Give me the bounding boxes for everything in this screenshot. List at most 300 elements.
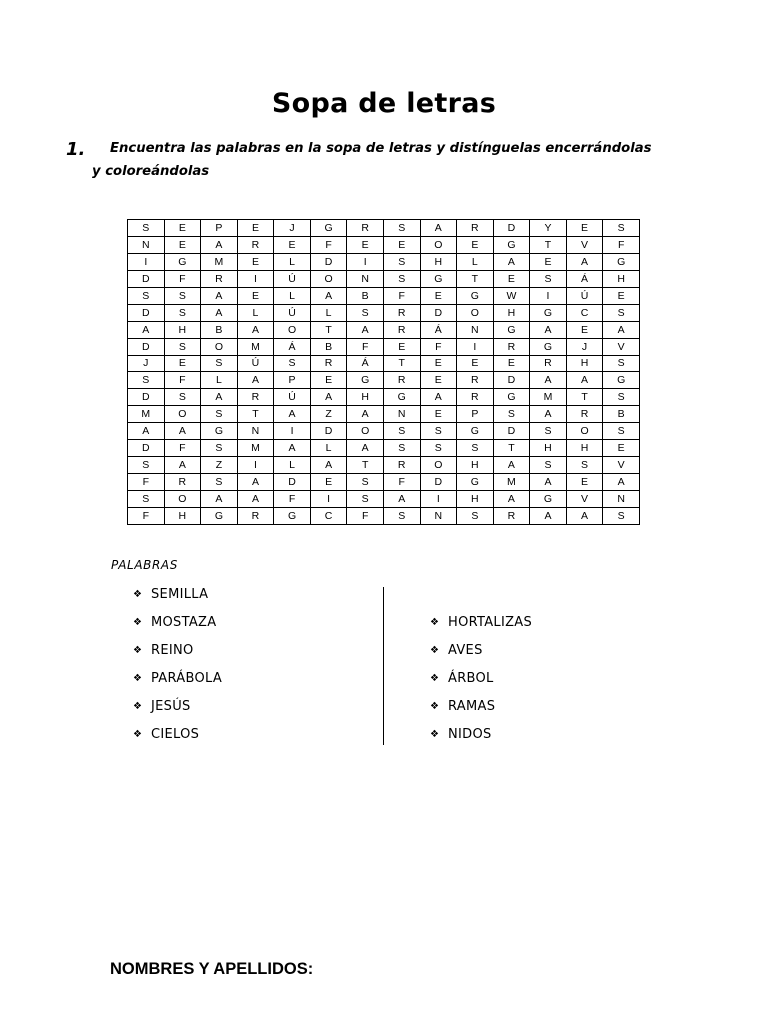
grid-cell[interactable]: R — [530, 355, 567, 372]
grid-cell[interactable]: S — [383, 253, 420, 270]
grid-cell[interactable]: S — [201, 406, 238, 423]
diamond-bullet-icon: ❖ — [133, 645, 143, 656]
diamond-bullet-icon: ❖ — [133, 617, 143, 628]
grid-cell[interactable]: I — [420, 491, 457, 508]
grid-cell[interactable]: S — [164, 287, 201, 304]
grid-cell[interactable]: E — [493, 355, 530, 372]
grid-cell[interactable]: I — [237, 457, 274, 474]
grid-cell[interactable]: G — [274, 507, 311, 524]
grid-cell[interactable]: E — [493, 270, 530, 287]
grid-cell[interactable]: A — [493, 457, 530, 474]
grid-cell[interactable]: F — [310, 236, 347, 253]
grid-cell[interactable]: V — [566, 491, 603, 508]
grid-cell[interactable]: A — [237, 372, 274, 389]
grid-cell[interactable]: D — [310, 253, 347, 270]
grid-row — [128, 474, 640, 491]
grid-cell[interactable]: M — [201, 253, 238, 270]
word-item — [430, 698, 532, 726]
grid-cell[interactable]: J — [128, 355, 165, 372]
grid-cell[interactable]: A — [274, 406, 311, 423]
grid-cell[interactable]: F — [383, 474, 420, 491]
diamond-bullet-icon: ❖ — [133, 673, 143, 684]
grid-cell[interactable]: S — [201, 440, 238, 457]
grid-cell[interactable]: D — [128, 338, 165, 355]
grid-cell[interactable]: L — [310, 440, 347, 457]
grid-cell[interactable]: O — [274, 321, 311, 338]
word-search-grid — [127, 219, 640, 525]
grid-cell[interactable]: A — [347, 406, 384, 423]
grid-cell[interactable]: A — [347, 440, 384, 457]
grid-cell[interactable]: I — [310, 491, 347, 508]
grid-cell[interactable]: D — [493, 423, 530, 440]
grid-cell[interactable]: T — [566, 389, 603, 406]
grid-cell[interactable]: E — [347, 236, 384, 253]
grid-cell[interactable]: E — [164, 220, 201, 237]
grid-row — [128, 507, 640, 524]
instruction-line-1: Encuentra las palabras en la sopa de letras y distínguelas encerrándolas — [110, 141, 652, 156]
word-label: JESÚS — [151, 699, 191, 714]
grid-cell[interactable]: R — [493, 507, 530, 524]
grid-cell[interactable]: Ú — [274, 270, 311, 287]
grid-cell[interactable]: S — [164, 389, 201, 406]
grid-row — [128, 321, 640, 338]
grid-cell[interactable]: E — [237, 253, 274, 270]
grid-cell[interactable]: O — [457, 304, 494, 321]
grid-cell[interactable]: A — [383, 491, 420, 508]
grid-cell[interactable]: D — [420, 474, 457, 491]
grid-cell[interactable]: T — [347, 457, 384, 474]
grid-cell[interactable]: A — [493, 253, 530, 270]
grid-cell[interactable]: S — [530, 457, 567, 474]
word-item — [430, 614, 532, 642]
grid-cell[interactable]: H — [420, 253, 457, 270]
grid-cell[interactable]: S — [128, 220, 165, 237]
grid-cell[interactable]: A — [566, 372, 603, 389]
grid-cell[interactable]: Ú — [274, 304, 311, 321]
grid-cell[interactable]: E — [457, 355, 494, 372]
grid-cell[interactable]: O — [566, 423, 603, 440]
grid-cell[interactable]: S — [164, 338, 201, 355]
grid-cell[interactable]: S — [347, 304, 384, 321]
grid-cell[interactable]: M — [237, 338, 274, 355]
grid-cell[interactable]: Á — [566, 270, 603, 287]
grid-cell[interactable]: P — [201, 220, 238, 237]
grid-cell[interactable]: R — [457, 372, 494, 389]
grid-cell[interactable]: E — [310, 474, 347, 491]
grid-cell[interactable]: H — [566, 355, 603, 372]
word-item — [430, 670, 532, 698]
grid-cell[interactable]: S — [420, 423, 457, 440]
grid-cell[interactable]: N — [420, 507, 457, 524]
grid-cell[interactable]: S — [383, 423, 420, 440]
grid-cell[interactable]: T — [237, 406, 274, 423]
grid-cell[interactable]: Ú — [237, 355, 274, 372]
word-item — [133, 726, 222, 754]
grid-cell[interactable]: H — [530, 440, 567, 457]
grid-cell[interactable]: A — [274, 440, 311, 457]
word-label: PARÁBOLA — [151, 671, 223, 686]
grid-cell[interactable]: E — [237, 220, 274, 237]
grid-cell[interactable]: M — [237, 440, 274, 457]
word-item — [133, 614, 222, 642]
grid-cell[interactable]: L — [310, 304, 347, 321]
grid-cell[interactable]: G — [457, 287, 494, 304]
diamond-bullet-icon: ❖ — [133, 701, 143, 712]
grid-cell[interactable]: Ú — [566, 287, 603, 304]
grid-cell[interactable]: A — [530, 507, 567, 524]
grid-cell[interactable]: C — [566, 304, 603, 321]
grid-cell[interactable]: F — [164, 440, 201, 457]
grid-cell[interactable]: R — [310, 355, 347, 372]
grid-cell[interactable]: A — [128, 321, 165, 338]
grid-cell[interactable]: S — [128, 287, 165, 304]
grid-cell[interactable]: D — [128, 440, 165, 457]
grid-cell[interactable]: Z — [201, 457, 238, 474]
grid-cell[interactable]: Á — [274, 338, 311, 355]
grid-cell[interactable]: S — [201, 474, 238, 491]
grid-cell[interactable]: G — [493, 389, 530, 406]
grid-cell[interactable]: N — [237, 423, 274, 440]
grid-cell[interactable]: R — [383, 304, 420, 321]
grid-row — [128, 491, 640, 508]
grid-cell[interactable]: N — [457, 321, 494, 338]
grid-cell[interactable]: A — [420, 389, 457, 406]
grid-cell[interactable]: E — [164, 355, 201, 372]
grid-cell[interactable]: S — [530, 423, 567, 440]
grid-cell[interactable]: M — [530, 389, 567, 406]
grid-cell[interactable]: D — [493, 372, 530, 389]
grid-cell[interactable]: F — [603, 236, 640, 253]
grid-row — [128, 423, 640, 440]
grid-cell[interactable]: D — [420, 304, 457, 321]
grid-cell[interactable]: A — [201, 287, 238, 304]
word-item — [430, 642, 532, 670]
grid-cell[interactable]: R — [347, 220, 384, 237]
grid-cell[interactable]: N — [347, 270, 384, 287]
grid-cell[interactable]: S — [603, 507, 640, 524]
grid-cell[interactable]: R — [201, 270, 238, 287]
grid-cell[interactable]: S — [128, 457, 165, 474]
grid-cell[interactable]: A — [201, 389, 238, 406]
grid-cell[interactable]: A — [237, 321, 274, 338]
grid-cell[interactable]: Y — [530, 220, 567, 237]
grid-cell[interactable]: G — [530, 338, 567, 355]
diamond-bullet-icon: ❖ — [430, 673, 440, 684]
grid-cell[interactable]: S — [493, 406, 530, 423]
word-item — [133, 642, 222, 670]
grid-cell[interactable]: S — [383, 220, 420, 237]
grid-cell[interactable]: I — [530, 287, 567, 304]
grid-cell[interactable]: G — [164, 253, 201, 270]
grid-cell[interactable]: G — [383, 389, 420, 406]
grid-cell[interactable]: E — [420, 355, 457, 372]
grid-cell[interactable]: A — [493, 491, 530, 508]
grid-cell[interactable]: T — [530, 236, 567, 253]
grid-cell[interactable]: R — [457, 389, 494, 406]
grid-cell[interactable]: F — [383, 287, 420, 304]
grid-cell[interactable]: A — [530, 474, 567, 491]
grid-cell[interactable]: G — [457, 474, 494, 491]
grid-cell[interactable]: B — [310, 338, 347, 355]
grid-cell[interactable]: E — [383, 236, 420, 253]
column-divider — [383, 587, 384, 745]
grid-cell[interactable]: D — [128, 304, 165, 321]
grid-cell[interactable]: W — [493, 287, 530, 304]
grid-cell[interactable]: S — [603, 304, 640, 321]
grid-cell[interactable]: D — [128, 389, 165, 406]
grid-cell[interactable]: A — [603, 321, 640, 338]
grid-cell[interactable]: S — [530, 270, 567, 287]
grid-cell[interactable]: G — [530, 491, 567, 508]
grid-cell[interactable]: G — [420, 270, 457, 287]
grid-cell[interactable]: S — [603, 355, 640, 372]
grid-cell[interactable]: A — [530, 372, 567, 389]
grid-cell[interactable]: O — [347, 423, 384, 440]
grid-cell[interactable]: B — [347, 287, 384, 304]
grid-row — [128, 457, 640, 474]
grid-cell[interactable]: I — [457, 338, 494, 355]
grid-cell[interactable]: A — [310, 389, 347, 406]
grid-cell[interactable]: S — [603, 220, 640, 237]
grid-cell[interactable]: H — [457, 491, 494, 508]
grid-cell[interactable]: R — [383, 372, 420, 389]
grid-cell[interactable]: E — [237, 287, 274, 304]
grid-cell[interactable]: A — [164, 423, 201, 440]
grid-cell[interactable]: L — [457, 253, 494, 270]
grid-cell[interactable]: A — [201, 236, 238, 253]
grid-cell[interactable]: A — [237, 491, 274, 508]
grid-cell[interactable]: E — [457, 236, 494, 253]
grid-row — [128, 287, 640, 304]
grid-cell[interactable]: S — [603, 389, 640, 406]
grid-cell[interactable]: O — [420, 236, 457, 253]
grid-cell[interactable]: F — [420, 338, 457, 355]
diamond-bullet-icon: ❖ — [430, 729, 440, 740]
grid-cell[interactable]: A — [566, 507, 603, 524]
grid-cell[interactable]: R — [566, 406, 603, 423]
grid-cell[interactable]: R — [383, 321, 420, 338]
grid-cell[interactable]: F — [347, 507, 384, 524]
word-item — [430, 726, 532, 754]
grid-cell[interactable]: G — [310, 220, 347, 237]
grid-cell[interactable]: A — [347, 321, 384, 338]
grid-cell[interactable]: N — [383, 406, 420, 423]
grid-cell[interactable]: A — [201, 304, 238, 321]
grid-cell[interactable]: F — [128, 507, 165, 524]
word-item — [133, 586, 222, 614]
grid-cell[interactable]: E — [566, 321, 603, 338]
grid-cell[interactable]: G — [530, 304, 567, 321]
grid-cell[interactable]: A — [201, 491, 238, 508]
grid-cell[interactable]: L — [274, 287, 311, 304]
grid-cell[interactable]: H — [493, 304, 530, 321]
grid-cell[interactable]: G — [493, 321, 530, 338]
diamond-bullet-icon: ❖ — [430, 617, 440, 628]
grid-cell[interactable]: R — [237, 507, 274, 524]
grid-cell[interactable]: B — [201, 321, 238, 338]
grid-cell[interactable]: G — [493, 236, 530, 253]
grid-row — [128, 220, 640, 237]
grid-cell[interactable]: A — [310, 457, 347, 474]
grid-cell[interactable]: S — [128, 491, 165, 508]
word-item — [133, 698, 222, 726]
grid-cell[interactable]: E — [274, 236, 311, 253]
grid-cell[interactable]: L — [201, 372, 238, 389]
grid-row — [128, 372, 640, 389]
diamond-bullet-icon: ❖ — [133, 589, 143, 600]
grid-cell[interactable]: S — [420, 440, 457, 457]
grid-row — [128, 304, 640, 321]
grid-cell[interactable]: N — [603, 491, 640, 508]
grid-row — [128, 236, 640, 253]
grid-cell[interactable]: R — [383, 457, 420, 474]
grid-cell[interactable]: O — [201, 338, 238, 355]
grid-cell[interactable]: A — [420, 220, 457, 237]
word-list-right — [430, 614, 532, 754]
grid-cell[interactable]: R — [237, 389, 274, 406]
grid-cell[interactable]: J — [274, 220, 311, 237]
grid-cell[interactable]: P — [457, 406, 494, 423]
grid-row — [128, 406, 640, 423]
grid-cell[interactable]: E — [383, 338, 420, 355]
word-label: HORTALIZAS — [448, 615, 533, 630]
grid-cell[interactable]: A — [237, 474, 274, 491]
grid-cell[interactable]: M — [493, 474, 530, 491]
grid-cell[interactable]: O — [164, 491, 201, 508]
grid-cell[interactable]: B — [603, 406, 640, 423]
grid-cell[interactable]: T — [493, 440, 530, 457]
grid-cell[interactable]: R — [237, 236, 274, 253]
grid-cell[interactable]: A — [566, 253, 603, 270]
grid-cell[interactable]: E — [603, 440, 640, 457]
grid-cell[interactable]: A — [530, 321, 567, 338]
grid-cell[interactable]: S — [566, 457, 603, 474]
grid-cell[interactable]: L — [274, 253, 311, 270]
grid-cell[interactable]: F — [164, 270, 201, 287]
grid-cell[interactable]: E — [530, 253, 567, 270]
grid-row — [128, 440, 640, 457]
grid-cell[interactable]: S — [274, 355, 311, 372]
grid-cell[interactable]: E — [420, 372, 457, 389]
grid-cell[interactable]: Z — [310, 406, 347, 423]
diamond-bullet-icon: ❖ — [133, 729, 143, 740]
grid-cell[interactable]: S — [347, 474, 384, 491]
grid-cell[interactable]: F — [128, 474, 165, 491]
grid-cell[interactable]: S — [457, 440, 494, 457]
grid-cell[interactable]: G — [347, 372, 384, 389]
grid-cell[interactable]: I — [237, 270, 274, 287]
grid-cell[interactable]: G — [603, 253, 640, 270]
word-list-left — [133, 586, 222, 754]
grid-cell[interactable]: S — [201, 355, 238, 372]
grid-cell[interactable]: S — [603, 423, 640, 440]
grid-cell[interactable]: L — [274, 457, 311, 474]
grid-cell[interactable]: H — [566, 440, 603, 457]
grid-cell[interactable]: Ú — [274, 389, 311, 406]
grid-cell[interactable]: O — [420, 457, 457, 474]
grid-cell[interactable]: H — [164, 507, 201, 524]
grid-cell[interactable]: S — [383, 507, 420, 524]
grid-cell[interactable]: H — [603, 270, 640, 287]
grid-cell[interactable]: L — [237, 304, 274, 321]
grid-cell[interactable]: S — [164, 304, 201, 321]
grid-cell[interactable]: G — [603, 372, 640, 389]
grid-cell[interactable]: E — [566, 474, 603, 491]
grid-cell[interactable]: G — [457, 423, 494, 440]
grid-cell[interactable]: E — [420, 406, 457, 423]
grid-cell[interactable]: E — [566, 220, 603, 237]
word-label: RAMAS — [448, 699, 496, 714]
grid-cell[interactable]: A — [603, 474, 640, 491]
grid-cell[interactable]: D — [310, 423, 347, 440]
grid-row — [128, 270, 640, 287]
grid-cell[interactable]: D — [128, 270, 165, 287]
grid-cell[interactable]: I — [347, 253, 384, 270]
word-label: CIELOS — [151, 727, 200, 742]
grid-cell[interactable]: T — [383, 355, 420, 372]
grid-cell[interactable]: A — [164, 457, 201, 474]
grid-row — [128, 355, 640, 372]
grid-cell[interactable]: D — [493, 220, 530, 237]
grid-cell[interactable]: D — [274, 474, 311, 491]
grid-cell[interactable]: H — [457, 457, 494, 474]
grid-cell[interactable]: C — [310, 507, 347, 524]
grid-cell[interactable]: R — [493, 338, 530, 355]
grid-cell[interactable]: G — [201, 507, 238, 524]
grid-cell[interactable]: R — [164, 474, 201, 491]
grid-cell[interactable]: P — [274, 372, 311, 389]
grid-cell[interactable]: E — [420, 287, 457, 304]
grid-cell[interactable]: F — [347, 338, 384, 355]
grid-cell[interactable]: Á — [420, 321, 457, 338]
grid-cell[interactable]: A — [530, 406, 567, 423]
grid-cell[interactable]: A — [310, 287, 347, 304]
grid-cell[interactable]: S — [457, 507, 494, 524]
grid-cell[interactable]: I — [274, 423, 311, 440]
grid-cell[interactable]: E — [603, 287, 640, 304]
name-field-label: NOMBRES Y APELLIDOS: — [110, 960, 314, 978]
grid-cell[interactable]: G — [201, 423, 238, 440]
grid-cell[interactable]: V — [603, 457, 640, 474]
grid-cell[interactable]: S — [383, 440, 420, 457]
page-title: Sopa de letras — [271, 88, 497, 119]
grid-cell[interactable]: T — [457, 270, 494, 287]
grid-cell[interactable]: O — [310, 270, 347, 287]
grid-cell[interactable]: H — [164, 321, 201, 338]
grid-row — [128, 338, 640, 355]
grid-cell[interactable]: S — [128, 372, 165, 389]
grid-cell[interactable]: H — [347, 389, 384, 406]
grid-cell[interactable]: J — [566, 338, 603, 355]
grid-cell[interactable]: E — [310, 372, 347, 389]
grid-cell[interactable]: S — [347, 491, 384, 508]
grid-cell[interactable]: R — [457, 220, 494, 237]
grid-cell[interactable]: F — [164, 372, 201, 389]
grid-cell[interactable]: E — [164, 236, 201, 253]
grid-cell[interactable]: A — [128, 423, 165, 440]
grid-cell[interactable]: V — [566, 236, 603, 253]
grid-cell[interactable]: I — [128, 253, 165, 270]
grid-cell[interactable]: N — [128, 236, 165, 253]
grid-cell[interactable]: S — [383, 270, 420, 287]
palabras-heading: PALABRAS — [111, 558, 178, 572]
grid-cell[interactable]: F — [274, 491, 311, 508]
grid-cell[interactable]: T — [310, 321, 347, 338]
grid-cell[interactable]: Á — [347, 355, 384, 372]
grid-cell[interactable]: V — [603, 338, 640, 355]
grid-cell[interactable]: M — [128, 406, 165, 423]
grid-cell[interactable]: O — [164, 406, 201, 423]
